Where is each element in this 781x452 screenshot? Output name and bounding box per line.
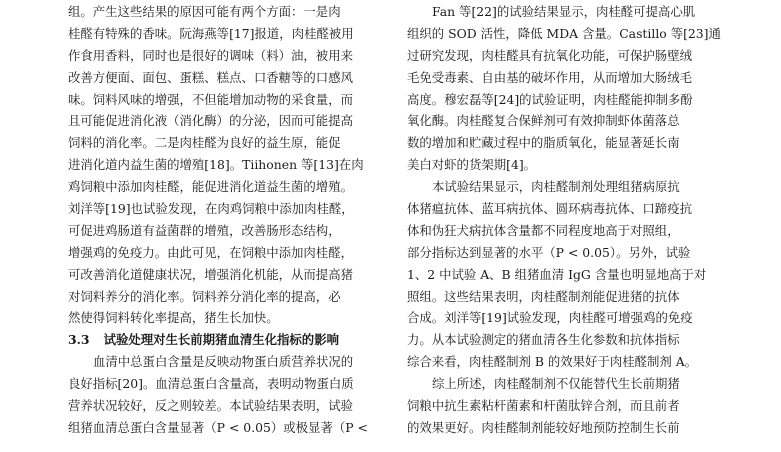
text-line: 桂醛有特殊的香味。阮海燕等[17]报道，肉桂醛被用 [68,25,354,41]
section-number: 3.3 [68,332,90,348]
text-line: 对饲料养分的消化率。饲料养分消化率的提高，必 [68,288,341,304]
text-line: 部分指标达到显著的水平（P < 0.05）。另外，试验 [407,244,691,260]
text-line: 综上所述，肉桂醛制剂不仅能替代生长前期猪 [432,376,680,392]
text-line: 综合来看，肉桂醛制剂 B 的效果好于肉桂醛制剂 A。 [407,354,698,370]
text-line: 体猪瘟抗体、蓝耳病抗体、圆环病毒抗体、口蹄疫抗 [407,201,692,217]
text-line: 饲料的消化率。二是肉桂醛为良好的益生原，能促 [68,135,341,151]
text-line: 饲粮中抗生素粘杆菌素和杆菌肽锌合剂，而且前者 [407,398,680,414]
text-line: 营养状况较好，反之则较差。本试验结果表明，试验 [68,398,353,414]
text-line: 可改善消化道健康状况，增强消化机能，从而提高猪 [68,266,353,282]
text-line: 组猪血清总蛋白含量显著（P < 0.05）或极显著（P < [68,419,368,435]
section-title: 试验处理对生长前期猪血清生化指标的影响 [103,332,339,348]
text-line: 美白对虾的货架期[4]。 [407,157,537,173]
text-line: 体和伪狂犬病抗体含量都不同程度地高于对照组， [407,222,680,238]
text-line: 照组。这些结果表明，肉桂醛制剂能促进猪的抗体 [407,288,680,304]
text-line: 可促进鸡肠道有益菌群的增殖，改善肠形态结构， [68,222,341,238]
text-line: 力。从本试验测定的猪血清各生化参数和抗体指标 [407,332,680,348]
text-line: 高度。穆宏磊等[24]的试验证明，肉桂醛能抑制多酚 [407,91,693,107]
text-line: 组织的 SOD 活性，降低 MDA 含量。Castillo 等[23]通 [407,25,721,41]
text-line: 刘洋等[19]也试验发现，在肉鸡饲粮中添加肉桂醛， [68,201,354,217]
text-line: 的效果更好。肉桂醛制剂能较好地预防控制生长前 [407,419,680,435]
text-line: 且可能促进消化液（消化酶）的分泌，因而可能提高 [68,113,353,129]
text-line: 毛免受毒素、自由基的破坏作用，从而增加大肠绒毛 [407,69,692,85]
text-line: 氧化酶。肉桂醛复合保鲜剂可有效抑制虾体菌落总 [407,113,680,129]
text-line: 鸡饲粮中添加肉桂醛，能促进消化道益生菌的增殖。 [68,179,353,195]
text-line: Fan 等[22]的试验结果显示，肉桂醛可提高心肌 [432,4,696,19]
text-line: 然使得饲料转化率提高，猪生长加快。 [68,310,279,326]
text-line: 作食用香料，同时也是很好的调味（料）油，被用来 [68,47,353,63]
text-line: 过研究发现，肉桂醛具有抗氧化功能，可保护肠壁绒 [407,47,692,63]
right-column [407,1,721,439]
text-line: 血清中总蛋白含量是反映动物蛋白质营养状况的 [93,354,354,370]
text-line: 数的增加和贮藏过程中的脂质氧化，能显著延长南 [407,135,680,151]
text-line: 合成。刘洋等[19]试验发现，肉桂醛可增强鸡的免疫 [407,310,693,326]
section-heading [68,329,382,351]
left-column [68,1,382,439]
text-line: 良好指标[20]。血清总蛋白含量高，表明动物蛋白质 [68,376,354,392]
text-line: 进消化道内益生菌的增殖[18]。Tiihonen 等[13]在肉 [68,157,364,173]
text-line: 改善方便面、面包、蛋糕、糕点、口香糖等的口感风 [68,69,353,85]
text-line: 1、2 中试验 A、B 组猪血清 IgG 含量也明显地高于对 [407,266,707,282]
text-line: 味。饲料风味的增强，不但能增加动物的采食量，而 [68,91,353,107]
text-line: 组。产生这些结果的原因可能有两个方面：一是肉 [68,4,341,19]
text-line: 增强鸡的免疫力。由此可见，在饲粮中添加肉桂醛， [68,244,353,260]
text-line: 本试验结果显示，肉桂醛制剂处理组猪病原抗 [432,179,680,195]
